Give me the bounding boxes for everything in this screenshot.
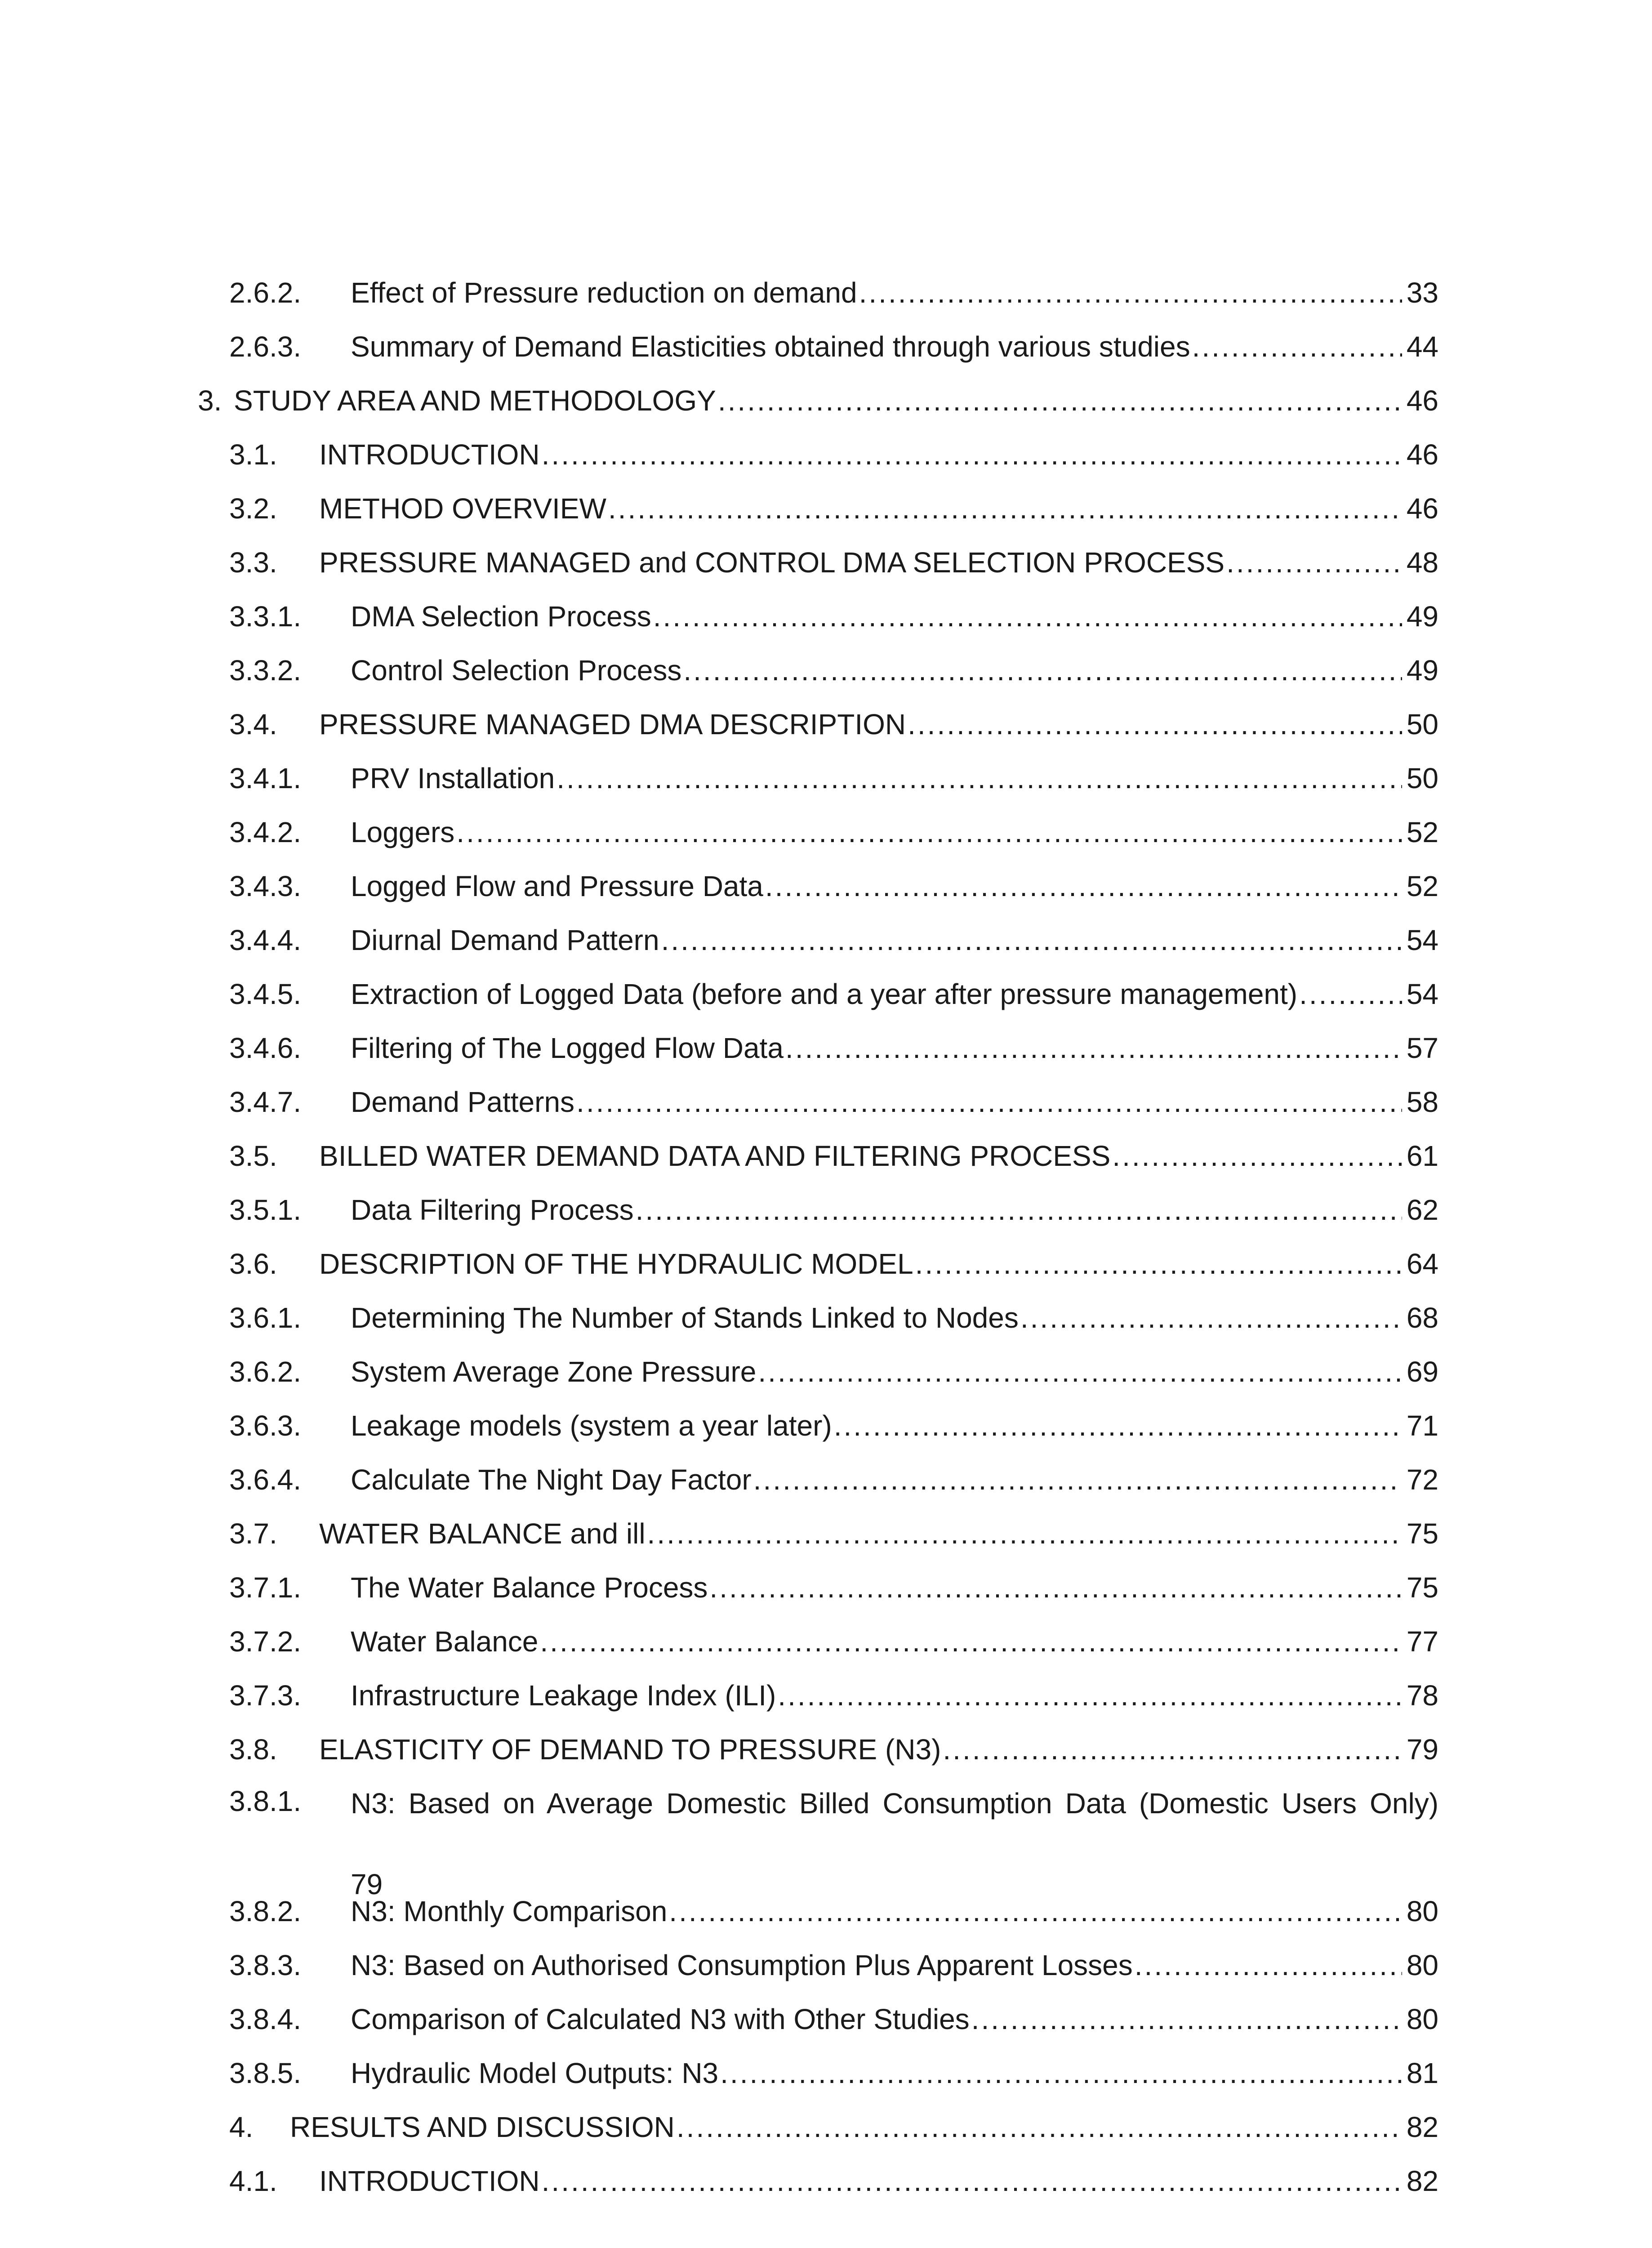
- toc-dot-leader: [669, 1893, 1402, 1929]
- toc-entry-page: 54: [1406, 978, 1438, 1010]
- toc-entry-2-6-3[interactable]: [229, 329, 1438, 365]
- toc-entry-3-4-3[interactable]: [229, 868, 1438, 904]
- toc-entry-title: Effect of Pressure reduction on demand: [351, 277, 857, 309]
- toc-entry-number: 3.6.: [229, 1248, 277, 1280]
- toc-entry-number: 3.8.4.: [229, 2003, 302, 2035]
- toc-entry-number: 2.6.2.: [229, 277, 302, 309]
- toc-entry-page: 54: [1406, 924, 1438, 956]
- toc-dot-leader: [753, 1462, 1402, 1498]
- toc-entry-3-8-4[interactable]: [229, 2001, 1438, 2037]
- toc-entry-3-4-4[interactable]: [229, 922, 1438, 958]
- toc-entry-page: 82: [1406, 2165, 1438, 2197]
- toc-entry-number: 3.1.: [229, 438, 277, 471]
- toc-entry-title: Calculate The Night Day Factor: [351, 1463, 752, 1496]
- toc-entry-page: 71: [1406, 1409, 1438, 1442]
- toc-entry-3-6-1[interactable]: [229, 1300, 1438, 1336]
- toc-entry-title: STUDY AREA AND METHODOLOGY: [234, 384, 716, 417]
- toc-entry-title: INTRODUCTION: [319, 438, 540, 471]
- toc-dot-leader: [908, 706, 1402, 742]
- toc-entry-title: Determining The Number of Stands Linked to Nodes: [351, 1302, 1019, 1334]
- toc-entry-title: WATER BALANCE and ill: [319, 1517, 646, 1550]
- toc-entry-3-3[interactable]: [229, 544, 1438, 580]
- toc-dot-leader: [1135, 1947, 1402, 1983]
- toc-entry-number: 3.3.: [229, 546, 277, 579]
- toc-entry-3-6[interactable]: [229, 1246, 1438, 1282]
- toc-entry-number: 3.4.: [229, 708, 277, 740]
- toc-entry-3-6-3[interactable]: [229, 1408, 1438, 1444]
- toc-entry-page: 75: [1406, 1571, 1438, 1604]
- toc-dot-leader: [1020, 1300, 1402, 1336]
- toc-entry-page: 52: [1406, 870, 1438, 902]
- toc-entry-number: 3.4.3.: [229, 870, 302, 902]
- toc-entry-number: 3.7.: [229, 1517, 277, 1550]
- toc-entry-4-1[interactable]: [229, 2163, 1438, 2199]
- toc-entry-title: Demand Patterns: [351, 1086, 575, 1118]
- toc-entry-title: Infrastructure Leakage Index (ILI): [351, 1679, 776, 1712]
- toc-entry-title: METHOD OVERVIEW: [319, 492, 606, 525]
- toc-entry-number: 3.5.1.: [229, 1194, 302, 1226]
- toc-dot-leader: [653, 598, 1402, 634]
- toc-dot-leader: [765, 868, 1402, 904]
- toc-dot-leader: [661, 922, 1402, 958]
- toc-dot-leader: [943, 1731, 1402, 1767]
- toc-entry-page: 61: [1406, 1140, 1438, 1172]
- toc-entry-3-7[interactable]: [229, 1516, 1438, 1552]
- toc-dot-leader: [647, 1516, 1402, 1552]
- toc-entry-3-5[interactable]: [229, 1138, 1438, 1174]
- toc-entry-page: 49: [1406, 600, 1438, 633]
- toc-entry-number: 3.6.1.: [229, 1302, 302, 1334]
- toc-entry-title: Loggers: [351, 816, 455, 848]
- toc-entry-3-3-2[interactable]: [229, 652, 1438, 688]
- toc-entry-3-4-7[interactable]: [229, 1084, 1438, 1120]
- toc-entry-page: 46: [1406, 438, 1438, 471]
- toc-entry-page: 49: [1406, 654, 1438, 687]
- toc-entry-title: Control Selection Process: [351, 654, 682, 687]
- toc-entry-3-7-2[interactable]: [229, 1624, 1438, 1659]
- toc-entry-title: ELASTICITY OF DEMAND TO PRESSURE (N3): [319, 1733, 941, 1766]
- toc-entry-3[interactable]: [198, 383, 1438, 419]
- toc-dot-leader: [542, 437, 1402, 473]
- toc-dot-leader: [915, 1246, 1402, 1282]
- toc-entry-number: 3.3.2.: [229, 654, 302, 687]
- toc-dot-leader: [778, 1677, 1402, 1713]
- toc-entry-2-6-2[interactable]: [229, 275, 1438, 311]
- toc-entry-number: 3.6.2.: [229, 1356, 302, 1388]
- toc-entry-number: 4.: [229, 2111, 254, 2143]
- toc-dot-leader: [540, 1624, 1402, 1659]
- toc-dot-leader: [834, 1408, 1402, 1444]
- toc-entry-3-6-4[interactable]: [229, 1462, 1438, 1498]
- toc-entry-page: 44: [1406, 330, 1438, 363]
- toc-entry-page: 46: [1406, 492, 1438, 525]
- toc-entry-number: 3.6.4.: [229, 1463, 302, 1496]
- toc-entry-title: The Water Balance Process: [351, 1571, 708, 1604]
- toc-dot-leader: [683, 652, 1402, 688]
- toc-entry-number: 3.4.5.: [229, 978, 302, 1010]
- toc-entry-3-8-3[interactable]: [229, 1947, 1438, 1983]
- toc-entry-number: 3.4.2.: [229, 816, 302, 848]
- toc-dot-leader: [859, 275, 1402, 311]
- toc-dot-leader: [1226, 544, 1402, 580]
- toc-entry-3-8-2[interactable]: [229, 1893, 1438, 1929]
- toc-dot-leader: [758, 1354, 1402, 1390]
- toc-entry-3-4-2[interactable]: [229, 814, 1438, 850]
- toc-entry-page: 50: [1406, 708, 1438, 740]
- toc-entry-3-7-1[interactable]: [229, 1570, 1438, 1606]
- toc-entry-title: Filtering of The Logged Flow Data: [351, 1032, 784, 1064]
- toc-entry-number: 3.5.: [229, 1140, 277, 1172]
- toc-entry-3-3-1[interactable]: [229, 598, 1438, 634]
- toc-entry-title: DESCRIPTION OF THE HYDRAULIC MODEL: [319, 1248, 913, 1280]
- toc-entry-page: 68: [1406, 1302, 1438, 1334]
- toc-entry-title: N3: Based on Authorised Consumption Plus Apparent Losses: [351, 1949, 1133, 1981]
- toc-entry-title: Leakage models (system a year later): [351, 1409, 832, 1442]
- toc-entry-title: Comparison of Calculated N3 with Other Studies: [351, 2003, 970, 2035]
- toc-dot-leader: [1192, 329, 1402, 365]
- toc-dot-leader: [709, 1570, 1402, 1606]
- toc-entry-number: 2.6.3.: [229, 330, 302, 363]
- toc-entry-title: Summary of Demand Elasticities obtained through various studies: [351, 330, 1190, 363]
- toc-entry-title: BILLED WATER DEMAND DATA AND FILTERING PROCESS: [319, 1140, 1111, 1172]
- toc-dot-leader: [785, 1030, 1402, 1066]
- toc-entry-3-8-5[interactable]: [229, 2055, 1438, 2091]
- toc-entry-number: 3.7.1.: [229, 1571, 302, 1604]
- toc-entry-number: 3.4.6.: [229, 1032, 302, 1064]
- toc-entry-title: RESULTS AND DISCUSSION: [290, 2111, 675, 2143]
- toc-entry-number: 3.8.: [229, 1733, 277, 1766]
- toc-entry-title: N3: Based on Average Domestic Billed Consumption Data (Domestic Users Only): [351, 1787, 1438, 1820]
- toc-entry-3-1[interactable]: [229, 437, 1438, 473]
- toc-entry-title: N3: Monthly Comparison: [351, 1895, 668, 1927]
- toc-dot-leader: [576, 1084, 1402, 1120]
- toc-entry-3-8-1[interactable]: [229, 1783, 1438, 1900]
- toc-entry-3-5-1[interactable]: [229, 1192, 1438, 1228]
- toc-entry-page: 50: [1406, 762, 1438, 794]
- toc-entry-3-4-5[interactable]: [229, 976, 1438, 1012]
- toc-entry-page: 80: [1406, 1895, 1438, 1927]
- toc-entry-page: 80: [1406, 1949, 1438, 1981]
- toc-entry-page: 33: [1406, 277, 1438, 309]
- toc-entry-page: 80: [1406, 2003, 1438, 2035]
- toc-dot-leader: [1299, 976, 1402, 1012]
- toc-entry-page: 77: [1406, 1625, 1438, 1658]
- toc-entry-title: Logged Flow and Pressure Data: [351, 870, 763, 902]
- toc-entry-page: 52: [1406, 816, 1438, 848]
- toc-entry-3-8[interactable]: [229, 1731, 1438, 1767]
- toc-entry-title: PRV Installation: [351, 762, 555, 794]
- toc-entry-page: 72: [1406, 1463, 1438, 1496]
- toc-entry-number: 3.6.3.: [229, 1409, 302, 1442]
- toc-entry-4[interactable]: [229, 2109, 1438, 2145]
- toc-entry-title: Diurnal Demand Pattern: [351, 924, 659, 956]
- toc-entry-number: 3.4.7.: [229, 1086, 302, 1118]
- toc-entry-page: 58: [1406, 1086, 1438, 1118]
- toc-entry-title: PRESSURE MANAGED and CONTROL DMA SELECTION PROCESS: [319, 546, 1225, 579]
- toc-entry-page: 57: [1406, 1032, 1438, 1064]
- toc-entry-number: 3.8.3.: [229, 1949, 302, 1981]
- toc-entry-3-4-6[interactable]: [229, 1030, 1438, 1066]
- toc-dot-leader: [1112, 1138, 1402, 1174]
- toc-dot-leader: [456, 814, 1402, 850]
- toc-entry-number: 3.8.1.: [229, 1785, 302, 1817]
- toc-entry-number: 3.7.3.: [229, 1679, 302, 1712]
- toc-entry-page: 48: [1406, 546, 1438, 579]
- toc-entry-number: 3.2.: [229, 492, 277, 525]
- toc-entry-page: 62: [1406, 1194, 1438, 1226]
- toc-entry-title: System Average Zone Pressure: [351, 1356, 757, 1388]
- toc-entry-title: Data Filtering Process: [351, 1194, 634, 1226]
- toc-entry-title: Water Balance: [351, 1625, 539, 1658]
- toc-entry-3-4-1[interactable]: [229, 760, 1438, 796]
- toc-entry-page: 69: [1406, 1356, 1438, 1388]
- toc-dot-leader: [636, 1192, 1402, 1228]
- toc-entry-3-7-3[interactable]: [229, 1677, 1438, 1713]
- toc-entry-number: 3.: [198, 384, 222, 417]
- toc-entry-number: 3.4.1.: [229, 762, 302, 794]
- toc-entry-page: 75: [1406, 1517, 1438, 1550]
- toc-entry-title: INTRODUCTION: [319, 2165, 540, 2197]
- toc-entry-page: 64: [1406, 1248, 1438, 1280]
- toc-entry-number: 3.8.2.: [229, 1895, 302, 1927]
- toc-dot-leader: [542, 2163, 1402, 2199]
- toc-entry-3-6-2[interactable]: [229, 1354, 1438, 1390]
- toc-entry-page: 82: [1406, 2111, 1438, 2143]
- toc-dot-leader: [718, 383, 1402, 419]
- toc-entry-title: Extraction of Logged Data (before and a year after pressure management): [351, 978, 1298, 1010]
- toc-entry-number: 3.8.5.: [229, 2057, 302, 2089]
- toc-entry-page: 81: [1406, 2057, 1438, 2089]
- toc-entry-page: 79: [351, 1868, 383, 1900]
- toc-dot-leader: [677, 2109, 1402, 2145]
- toc-entry-page: 78: [1406, 1679, 1438, 1712]
- toc-entry-page: 46: [1406, 384, 1438, 417]
- toc-entry-title: Hydraulic Model Outputs: N3: [351, 2057, 719, 2089]
- toc-entry-number: 3.3.1.: [229, 600, 302, 633]
- toc-entry-3-2[interactable]: [229, 491, 1438, 526]
- toc-dot-leader: [608, 491, 1402, 526]
- toc-entry-3-4[interactable]: [229, 706, 1438, 742]
- toc-dot-leader: [557, 760, 1402, 796]
- toc-entry-title: PRESSURE MANAGED DMA DESCRIPTION: [319, 708, 906, 740]
- toc-entry-number: 3.7.2.: [229, 1625, 302, 1658]
- toc-entry-page: 79: [1406, 1733, 1438, 1766]
- toc-dot-leader: [971, 2001, 1402, 2037]
- toc-dot-leader: [720, 2055, 1402, 2091]
- toc-entry-number: 4.1.: [229, 2165, 277, 2197]
- toc-entry-title: DMA Selection Process: [351, 600, 651, 633]
- toc-entry-number: 3.4.4.: [229, 924, 302, 956]
